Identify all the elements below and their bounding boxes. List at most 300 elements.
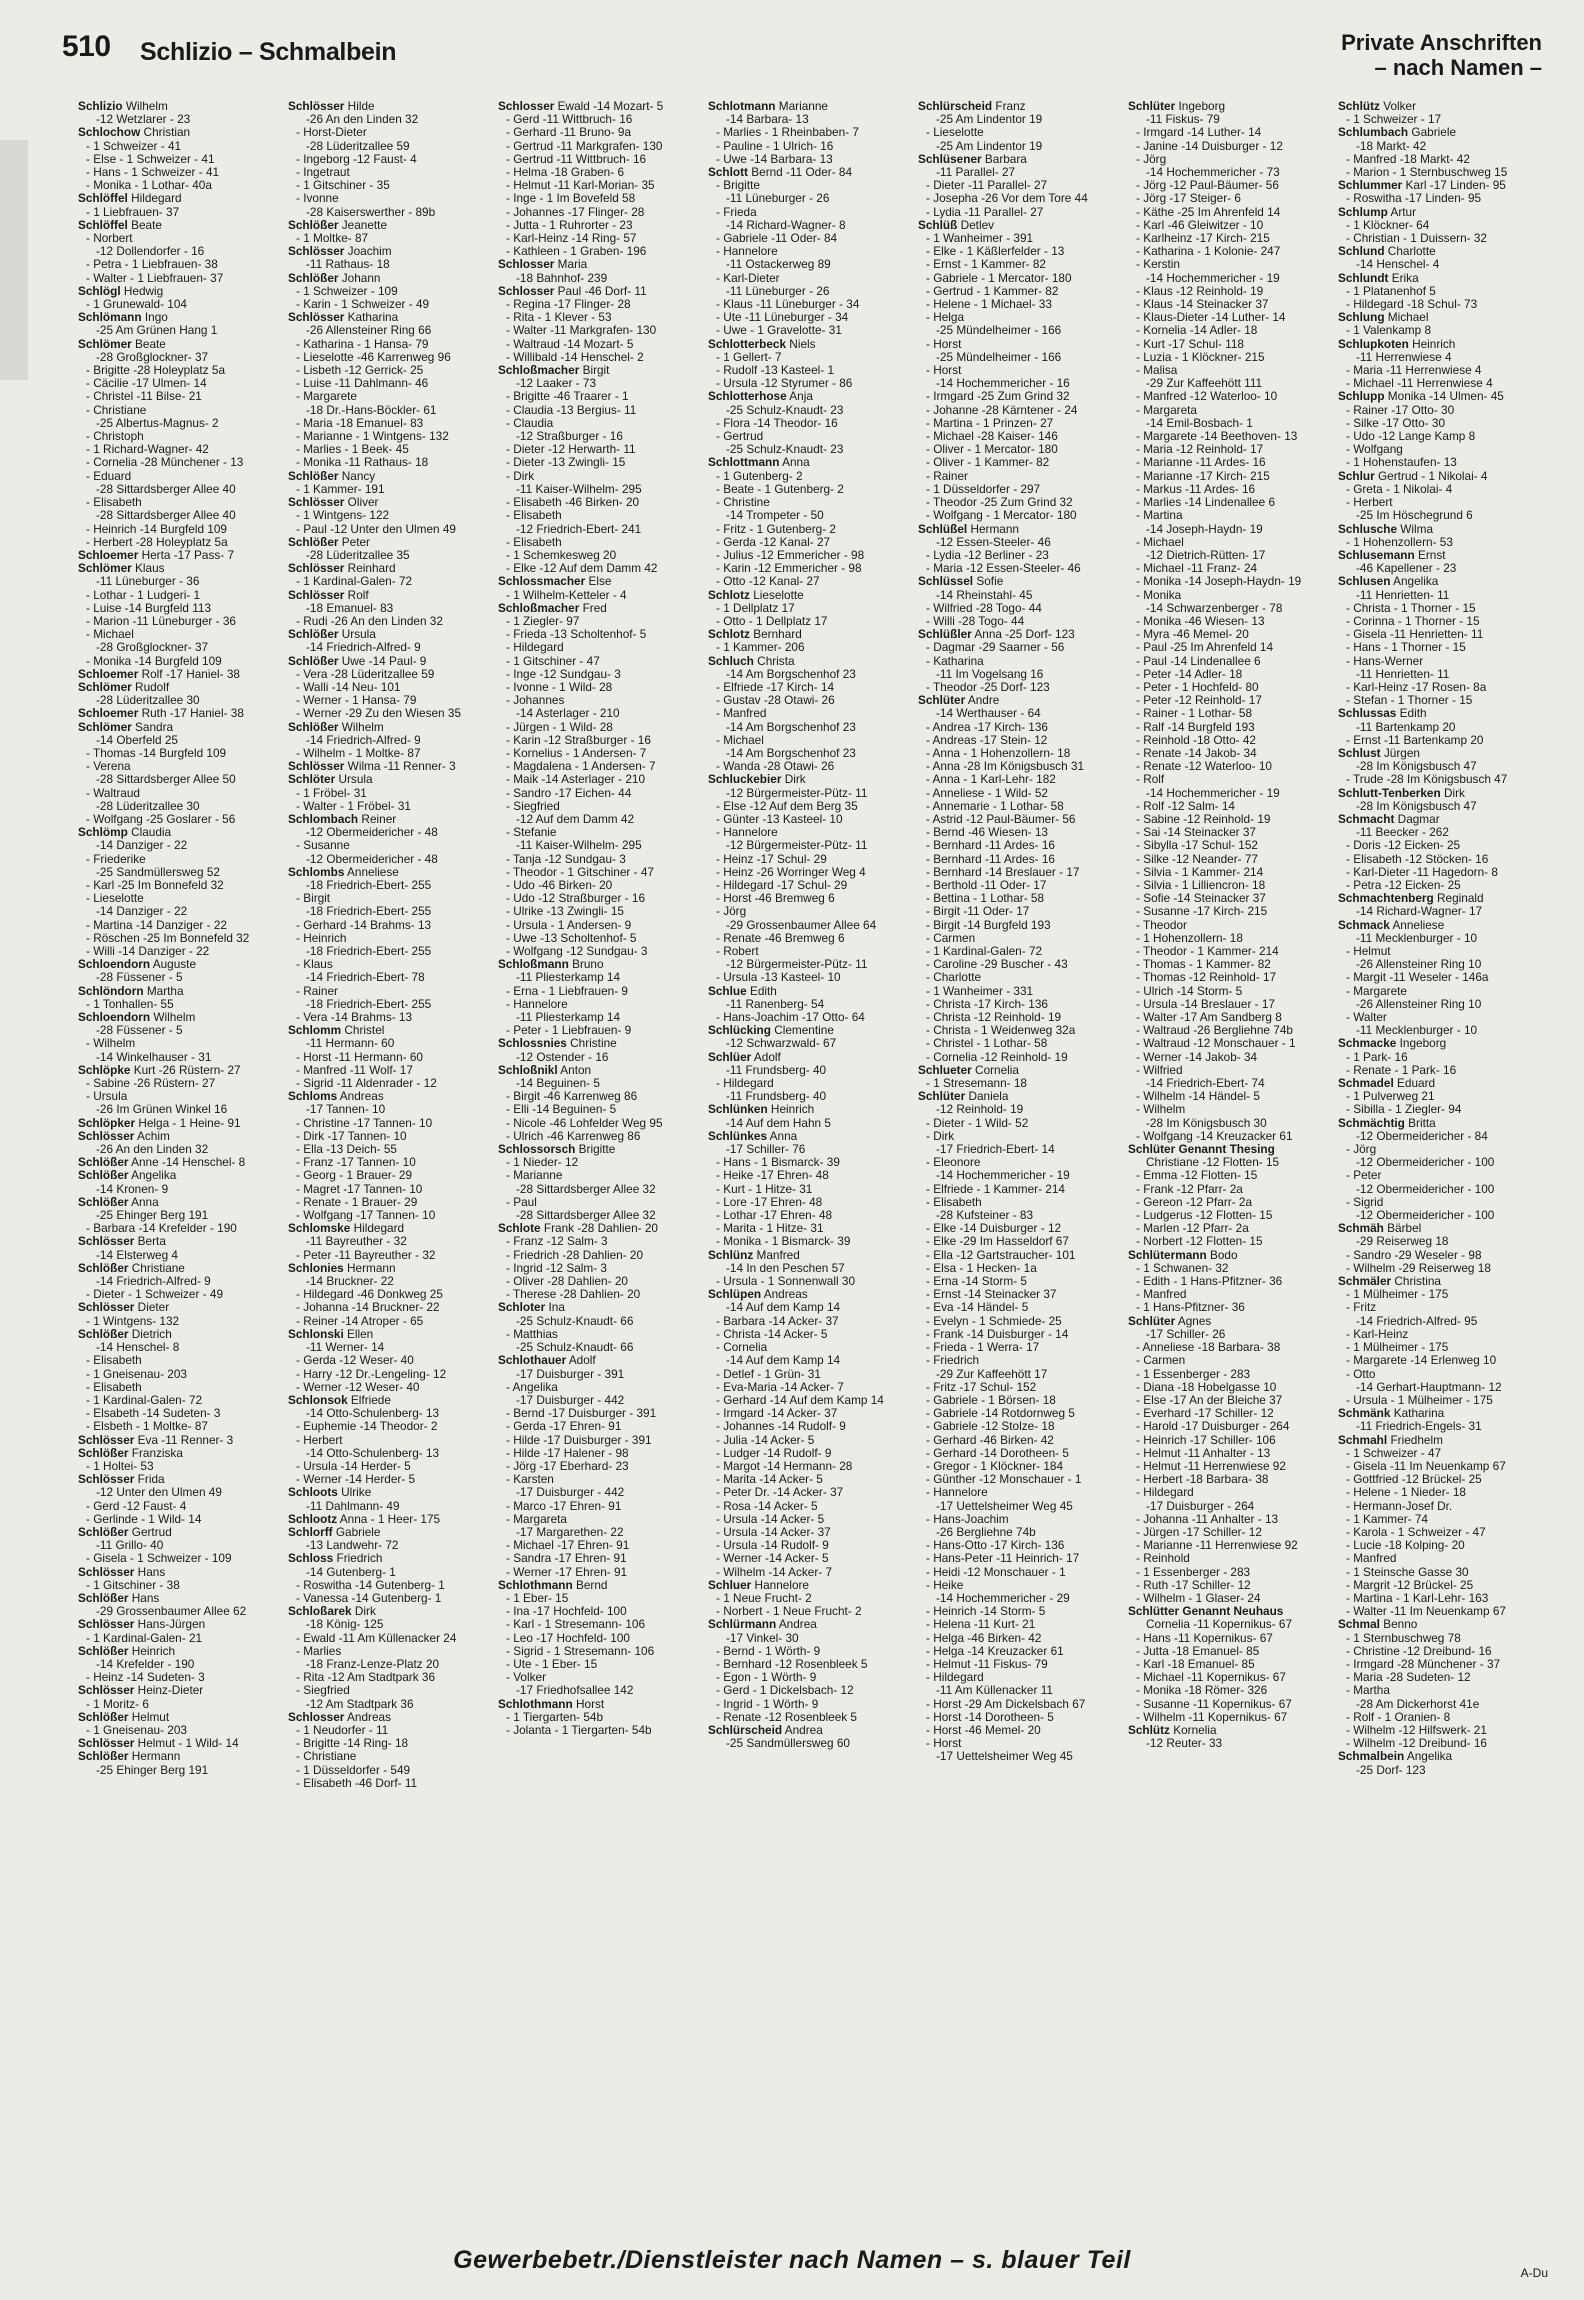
entry-head	[78, 985, 278, 998]
directory-entry	[78, 1064, 278, 1117]
entry-line: - Vera -28 Lüderitzallee 59	[296, 667, 435, 681]
entry-line: - Hildegard	[716, 1077, 774, 1091]
entry-line: -12 Dietrich-Rütten- 17	[1146, 548, 1266, 562]
entry-line: - 1 Dellplatz 17	[716, 601, 795, 615]
entry-line: -28 Sittardsberger Allee 32	[516, 1209, 656, 1223]
entry-head	[918, 523, 1118, 536]
entry-line: - Renate - 1 Park- 16	[1346, 1063, 1457, 1077]
directory-entry	[288, 1486, 488, 1512]
entry-line: - Karin - 1 Schweizer - 49	[296, 298, 430, 312]
entry-line: -11 Pliesterkamp 14	[516, 971, 621, 985]
first-name: Michael	[1384, 311, 1429, 325]
first-name: Peter	[338, 535, 370, 549]
page-title: Schlizio – Schmalbein	[140, 38, 397, 66]
first-name: Anne -14 Henschel- 8	[128, 1156, 246, 1170]
first-name: Reinhard	[344, 562, 396, 576]
entry-line: - Doris -12 Eicken- 25	[1346, 839, 1461, 853]
directory-entry	[288, 1222, 488, 1262]
entry-line: - Oliver - 1 Mercator- 180	[926, 443, 1058, 457]
directory-entry	[78, 1235, 278, 1261]
entry-line: - Siegfried	[506, 799, 560, 813]
entry-line: - Ella -12 Gartstraucher- 101	[926, 1248, 1076, 1262]
entry-line: - Theodor - 1 Kammer- 214	[1136, 945, 1279, 958]
entry-line: - Helene - 1 Nieder- 18	[1346, 1486, 1466, 1500]
entry-line: - Sibylla -17 Schul- 152	[1136, 839, 1258, 853]
entry-line: - Helga -46 Birken- 42	[926, 1631, 1042, 1645]
first-name: Klaus	[131, 562, 165, 576]
entry-line: - Bernhard -11 Ardes- 16	[926, 852, 1055, 866]
directory-entry	[708, 338, 908, 391]
entry-line: - Helene - 1 Michael- 33	[926, 298, 1052, 312]
surname: Schlombach	[288, 812, 359, 826]
entry-line: - Luise -14 Burgfeld 113	[86, 601, 212, 615]
first-name: Helmut - 1 Wild- 14	[134, 1737, 239, 1751]
first-name: Hans-Jürgen	[134, 1618, 206, 1632]
entry-line: - Elisabeth -46 Birken- 20	[506, 496, 640, 510]
entry-line: - Werner -14 Jakob- 34	[1136, 1050, 1258, 1064]
first-name: Anja	[786, 390, 813, 404]
directory-entry	[78, 100, 278, 126]
entry-line: - 1 Kardinal-Galen- 72	[926, 945, 1043, 958]
entry-line: - Norbert	[86, 232, 133, 246]
entry-line: - 1 Gneisenau- 203	[86, 1723, 187, 1737]
entry-head	[708, 1103, 908, 1116]
entry-line: - Ingeborg -12 Faust- 4	[296, 152, 417, 166]
entry-line: -17 Schiller- 76	[726, 1143, 806, 1157]
entry-line: - Hans - 1 Thorner - 15	[1346, 641, 1466, 655]
entry-line: - Elisabeth -46 Dorf- 11	[296, 1776, 418, 1790]
surname: Schlütz	[1338, 100, 1380, 113]
entry-line: -29 Zur Kaffeehött 111	[1146, 377, 1263, 391]
entry-line: -14 Gerhart-Hauptmann- 12	[1356, 1380, 1502, 1394]
entry-line: - Elsabeth -14 Sudeten- 3	[86, 1407, 221, 1421]
directory-entry	[708, 1051, 908, 1104]
directory-entry	[78, 126, 278, 192]
entry-line: - Michael -11 Herrenwiese 4	[1346, 377, 1493, 391]
first-name: Hans	[134, 1565, 166, 1579]
entry-line: -12 Straßburger - 16	[516, 430, 623, 444]
first-name: Rudolf	[131, 680, 170, 694]
entry-line: - Helga -14 Kreuzacker 61	[926, 1644, 1064, 1658]
section-title	[1341, 30, 1542, 80]
surname: Schlüer	[708, 1050, 752, 1064]
entry-line: - 1 Gitschiner - 47	[506, 654, 600, 668]
first-name: Ellen	[343, 1327, 374, 1341]
entry-line: - Waltraud	[86, 786, 140, 800]
entry-line: -25 Sandmüllersweg 52	[96, 865, 220, 879]
entry-line: - Ingrid - 1 Wörth- 9	[716, 1697, 819, 1711]
directory-entry	[288, 245, 488, 271]
entry-line: - Astrid -12 Paul-Bäumer- 56	[926, 812, 1076, 826]
directory-entry	[708, 1579, 908, 1619]
entry-head	[1338, 311, 1538, 324]
entry-line: - 1 Eber- 15	[506, 1591, 569, 1605]
entry-line: - Sibilla - 1 Ziegler- 94	[1346, 1103, 1462, 1117]
entry-head	[288, 1526, 488, 1539]
surname: Schmacht	[1338, 812, 1395, 826]
entry-line: - Elisabeth	[86, 1380, 142, 1394]
entry-line: - Rita - 1 Klever - 53	[506, 311, 612, 325]
entry-line: -28 Sittardsberger Allee 32	[516, 1182, 656, 1196]
surname: Schloms	[288, 1090, 338, 1104]
entry-line: - Ernst -14 Steinacker 37	[926, 1288, 1057, 1302]
page-header	[62, 30, 1542, 78]
first-name: Angelika	[1404, 1750, 1453, 1764]
directory-entry	[78, 1684, 278, 1710]
entry-line: - Paul -12 Unter den Ulmen 49	[296, 522, 456, 536]
first-name: Ingeborg	[1175, 100, 1226, 113]
entry-head	[288, 100, 488, 113]
entry-line: -11 Ranenberg- 54	[726, 997, 825, 1011]
directory-entry	[1128, 1724, 1328, 1750]
first-name: Joachim	[344, 245, 392, 259]
directory-entry	[78, 707, 278, 720]
entry-head	[78, 285, 278, 298]
entry-line: - 1 Stresemann- 18	[926, 1077, 1027, 1091]
entry-line: -11 Friedrich-Engels- 31	[1356, 1420, 1482, 1434]
directory-entry	[78, 1645, 278, 1685]
entry-line: -12 Obermeidericher - 48	[306, 852, 438, 866]
entry-line: - Martina	[1136, 509, 1183, 523]
listing-columns	[78, 100, 1548, 2220]
entry-line: - Uwe -13 Scholtenhof- 5	[506, 931, 637, 945]
entry-line: - Elli -14 Beguinen- 5	[506, 1103, 617, 1117]
entry-line: -14 Asterlager - 210	[516, 707, 620, 721]
entry-head	[918, 694, 1118, 707]
surname: Schloter	[498, 1301, 546, 1315]
entry-head	[78, 681, 278, 694]
directory-entry	[288, 1262, 488, 1328]
entry-line: - Carmen	[1136, 1354, 1186, 1368]
first-name: Dirk	[351, 1605, 376, 1619]
first-name: Christina	[1391, 1275, 1441, 1289]
directory-entry	[498, 1354, 698, 1578]
entry-head	[1338, 549, 1538, 562]
entry-line: -25 Sandmüllersweg 60	[726, 1737, 850, 1751]
entry-line: -29 Grossenbaumer Allee 62	[96, 1605, 247, 1619]
directory-entry	[78, 1434, 278, 1447]
entry-line: -17 Duisburger - 391	[516, 1367, 625, 1381]
entry-line: - Ralf -14 Burgfeld 193	[1136, 720, 1255, 734]
entry-line: -25 Mündelheimer - 166	[936, 324, 1062, 338]
entry-line: - Sigrid - 1 Stresemann- 106	[506, 1644, 655, 1658]
entry-line: -11 Frundsberg- 40	[726, 1090, 827, 1104]
first-name: Cornelia	[971, 1063, 1019, 1077]
entry-line: - Jörg	[1346, 1143, 1377, 1157]
first-name: Ursula	[335, 773, 373, 787]
surname: Schloots	[288, 1486, 338, 1500]
surname: Schlottmann	[708, 456, 780, 470]
surname: Schlonski	[288, 1327, 344, 1341]
surname: Schlote	[498, 1222, 541, 1236]
entry-line: - Manfred	[1136, 1288, 1187, 1302]
entry-line: -18 Bahnhof- 239	[516, 271, 608, 285]
entry-line: - Peter -12 Reinhold- 17	[1136, 694, 1262, 708]
first-name: Agnes	[1175, 1314, 1212, 1328]
entry-line: - Maria -18 Emanuel- 83	[296, 416, 424, 430]
entry-head	[288, 1486, 488, 1499]
entry-head	[918, 1090, 1118, 1103]
entry-line: - Katharina	[926, 654, 984, 668]
entry-line: - Stefan - 1 Thorner - 15	[1346, 694, 1473, 708]
entry-line: - Ute -11 Lüneburger - 34	[716, 311, 849, 325]
entry-line: -28 Am Dickerhorst 41e	[1356, 1697, 1480, 1711]
first-name: Dirk	[781, 773, 806, 787]
surname: Schlossorsch	[498, 1143, 576, 1157]
entry-head	[78, 1592, 278, 1605]
entry-head	[288, 1024, 488, 1037]
first-name: Helmut	[128, 1710, 170, 1724]
entry-line: -17 Uettelsheimer Weg 45	[936, 1750, 1073, 1764]
directory-entry	[78, 1328, 278, 1434]
entry-line: - Michael -11 Kopernikus- 67	[1136, 1671, 1286, 1685]
entry-line: - Gertrud	[716, 430, 764, 444]
entry-line: - Michael -11 Franz- 24	[1136, 562, 1258, 576]
entry-line: - 1 Sternbuschweg 78	[1346, 1631, 1461, 1645]
entry-line: -11 Herrenwiese 4	[1356, 350, 1452, 364]
entry-line: -11 Lüneburger - 36	[96, 575, 200, 589]
entry-line: - Karl -25 Im Bonnefeld 32	[86, 878, 224, 892]
entry-head	[78, 1064, 278, 1077]
entry-line: - 1 Kardinal-Galen- 21	[86, 1631, 203, 1645]
entry-line: - Barbara -14 Krefelder - 190	[86, 1222, 237, 1236]
entry-line: -14 Gutenberg- 1	[306, 1565, 396, 1579]
first-name: Andrea	[782, 1723, 823, 1737]
first-name: Rolf -17 Haniel- 38	[138, 667, 240, 681]
directory-entry	[498, 1222, 698, 1301]
first-name: Christian	[140, 126, 191, 140]
entry-line: - Katharina - 1 Hansa- 79	[296, 337, 429, 351]
entry-line: - Johannes -14 Rudolf- 9	[716, 1420, 846, 1434]
entry-line: - Josepha -26 Vor dem Tore 44	[926, 192, 1088, 206]
entry-line: - Hilde -17 Duisburger - 391	[506, 1433, 652, 1447]
directory-entry	[78, 285, 278, 311]
first-name: Rolf	[344, 588, 369, 602]
entry-line: -12 Am Stadtpark 36	[306, 1697, 414, 1711]
entry-line: - 1 Tonhallen- 55	[86, 997, 174, 1011]
entry-line: - Marion -11 Lüneburger - 36	[86, 614, 236, 628]
directory-entry	[498, 602, 698, 958]
entry-line: - Hildegard	[1136, 1486, 1194, 1500]
directory-entry	[78, 562, 278, 668]
entry-line: -25 Am Grünen Hang 1	[96, 324, 218, 338]
entry-line: - Ruth -17 Schiller- 12	[1136, 1578, 1251, 1592]
entry-head	[1338, 338, 1538, 351]
entry-head	[78, 219, 278, 232]
entry-line: - Markus -11 Ardes- 16	[1136, 482, 1256, 496]
entry-line: -17 Duisburger - 264	[1146, 1499, 1255, 1513]
directory-entry	[1338, 1037, 1538, 1077]
entry-line: - Sigrid	[1346, 1195, 1384, 1209]
entry-line: - Heinz -14 Sudeten- 3	[86, 1671, 205, 1685]
entry-line: - Bernd -46 Wiesen- 13	[926, 826, 1048, 840]
entry-line: - Wilfried -28 Togo- 44	[926, 601, 1042, 615]
entry-line: - Helmut	[1346, 945, 1391, 958]
directory-entry	[288, 628, 488, 654]
entry-line: -14 Hochemmericher - 16	[936, 377, 1070, 391]
directory-entry	[288, 1328, 488, 1394]
entry-head	[708, 985, 908, 998]
first-name: Hildegard	[127, 192, 182, 206]
surname: Schlomske	[288, 1222, 351, 1236]
directory-entry	[1338, 100, 1538, 126]
entry-head	[1338, 707, 1538, 720]
entry-line: - Willi -14 Danziger - 22	[86, 945, 210, 958]
entry-line: - Wanda -28 Otawi- 26	[716, 760, 835, 774]
entry-line: - Ursula - 1 Mülheimer - 175	[1346, 1393, 1493, 1407]
entry-line: - Karl - 1 Stresemann- 106	[506, 1618, 645, 1632]
surname: Schlorff	[288, 1525, 333, 1539]
entry-line: - Brigitte -46 Traarer - 1	[506, 390, 629, 404]
first-name: Kurt -26 Rüstern- 27	[130, 1063, 241, 1077]
entry-head	[708, 589, 908, 602]
entry-line: - Nicole -46 Lohfelder Weg 95	[506, 1116, 663, 1130]
entry-line: - Gerd -12 Faust- 4	[86, 1499, 187, 1513]
first-name: Reginald	[1433, 892, 1484, 906]
entry-head	[708, 773, 908, 786]
surname: Schlüßler	[918, 628, 972, 642]
entry-line: - Ursula -14 Acker- 37	[716, 1525, 831, 1539]
entry-line: - Tanja -12 Sundgau- 3	[506, 852, 626, 866]
entry-line: - 1 Essenberger - 283	[1136, 1565, 1251, 1579]
entry-line: - 1 Fröbel- 31	[296, 786, 367, 800]
entry-line: - Bernhard -14 Breslauer - 17	[926, 865, 1080, 879]
entry-line: - Christiane	[296, 1750, 357, 1764]
entry-line: - Bernhard -12 Rosenbleek 5	[716, 1657, 868, 1671]
entry-line: - Margrit -12 Brückel- 25	[1346, 1578, 1474, 1592]
entry-head	[78, 192, 278, 205]
entry-line: - Norbert -12 Flotten- 15	[1136, 1235, 1263, 1249]
entry-line: - Lucie -18 Kolping- 20	[1346, 1539, 1465, 1553]
entry-line: - Elfriede -17 Kirch- 14	[716, 680, 835, 694]
entry-line: - Elsbeth - 1 Moltke- 87	[86, 1420, 208, 1434]
entry-line: - Gabriele - 1 Mercator- 180	[926, 271, 1072, 285]
entry-line: - Else -12 Auf dem Berg 35	[716, 799, 858, 813]
directory-entry	[78, 985, 278, 1011]
surname: Schlürmann	[708, 1618, 777, 1632]
directory-entry	[708, 589, 908, 629]
listing-column	[288, 100, 488, 2220]
entry-line: - Else -17 An der Bleiche 37	[1136, 1393, 1283, 1407]
entry-head	[288, 866, 488, 879]
entry-line: - Hannelore	[716, 245, 778, 259]
directory-entry	[708, 1103, 908, 1129]
entry-line: -25 Am Lindentor 19	[936, 113, 1043, 127]
first-name: Artur	[1387, 205, 1417, 219]
entry-line: - Johanna -11 Anhalter - 13	[1136, 1512, 1279, 1526]
entry-line: - Walli -14 Neu- 101	[296, 680, 401, 694]
directory-entry	[708, 100, 908, 166]
entry-line: - Rolf -12 Salm- 14	[1136, 799, 1235, 813]
entry-line: - Susanne -11 Kopernikus- 67	[1136, 1697, 1292, 1711]
entry-line: -17 Friedrich-Ebert- 14	[936, 1143, 1055, 1157]
entry-line: -14 Rheinstahl- 45	[936, 588, 1033, 602]
directory-entry	[78, 668, 278, 681]
entry-line: - 1 Neudorfer - 11	[296, 1723, 389, 1737]
entry-line: -12 Bürgermeister-Pütz- 11	[726, 839, 868, 853]
directory-entry	[288, 562, 488, 588]
entry-line: - Monika -18 Römer- 326	[1136, 1684, 1268, 1698]
first-name: Kornelia	[1169, 1723, 1217, 1737]
surname: Schlusche	[1338, 522, 1398, 536]
entry-line: - Hans-Peter -11 Heinrich- 17	[926, 1552, 1080, 1566]
entry-line: - Eleonore	[926, 1156, 981, 1170]
entry-line: -29 Reiserweg 18	[1356, 1235, 1449, 1249]
surname: Schlüter	[1128, 100, 1176, 113]
entry-line: - Karl-Dieter	[716, 271, 780, 285]
first-name: Auguste	[150, 958, 197, 972]
surname: Schlößer	[78, 1327, 129, 1341]
entry-line: - Karl-Heinz -14 Ring- 57	[506, 232, 637, 246]
entry-line: - Wolfgang -12 Sundgau- 3	[506, 945, 648, 958]
entry-head	[78, 1301, 278, 1314]
entry-line: - Reinhold -18 Otto- 42	[1136, 733, 1256, 747]
first-name: Friedhelm	[1387, 1433, 1443, 1447]
first-name: Nancy	[338, 469, 376, 483]
surname: Schlömer	[78, 720, 132, 734]
entry-line: - 1 Platanenhof 5	[1346, 284, 1436, 298]
first-name: Birgit	[579, 364, 610, 378]
first-name: Angelika	[128, 1169, 177, 1183]
entry-line: - Anneliese - 1 Wild- 52	[926, 786, 1048, 800]
directory-entry	[1338, 523, 1538, 549]
first-name: Hedwig	[120, 284, 164, 298]
entry-line: -26 Allensteiner Ring 10	[1356, 958, 1482, 972]
first-name: Hans	[128, 1591, 160, 1605]
entry-line: - 1 Kammer- 206	[716, 641, 805, 655]
entry-line: - Carmen	[926, 931, 976, 945]
entry-line: - Vera -14 Brahms- 13	[296, 1011, 413, 1025]
entry-line: - 1 Hohenstaufen- 13	[1346, 456, 1457, 470]
entry-line: - Siegfried	[296, 1684, 350, 1698]
entry-line: - Ursula - 1 Sonnenwall 30	[716, 1275, 856, 1289]
first-name: Eva -11 Renner- 3	[134, 1433, 234, 1447]
entry-line: - Willibald -14 Henschel- 2	[506, 350, 644, 364]
entry-line: - Irmgard -14 Acker- 37	[716, 1407, 838, 1421]
entry-line: - 1 Moritz- 6	[86, 1697, 149, 1711]
entry-line: - Anna -28 Im Königsbusch 31	[926, 760, 1085, 774]
entry-line: - Wilhelm - 1 Glaser- 24	[1136, 1591, 1261, 1605]
surname: Schlößer	[78, 1446, 129, 1460]
entry-line: -14 Elsterweg 4	[96, 1248, 178, 1262]
entry-line: -11 Pliesterkamp 14	[516, 1011, 621, 1025]
entry-line: -14 Beguinen- 5	[516, 1077, 600, 1091]
entry-line: - Claudia -13 Bergius- 11	[506, 403, 637, 417]
first-name: Ernst	[1414, 548, 1446, 562]
entry-line: - Jolanta - 1 Tiergarten- 54b	[506, 1723, 652, 1737]
directory-entry	[1338, 1117, 1538, 1223]
entry-line: -18 Dr.-Hans-Böckler- 61	[306, 403, 437, 417]
entry-head	[498, 1698, 698, 1711]
entry-head	[288, 272, 488, 285]
entry-line: - Hildegard -17 Schul- 29	[716, 878, 848, 892]
entry-head	[708, 1618, 908, 1631]
directory-entry	[78, 1750, 278, 1776]
entry-line: - Margarete -14 Beethoven- 13	[1136, 430, 1298, 444]
entry-line: - Marita -14 Acker- 5	[716, 1473, 823, 1487]
first-name: Wilma	[1397, 522, 1434, 536]
entry-line: - 1 Valenkamp 8	[1346, 324, 1432, 338]
entry-line: -14 Am Borgschenhof 23	[726, 746, 856, 760]
entry-line: - Renate -12 Rosenbleek 5	[716, 1710, 857, 1724]
directory-entry	[1338, 1434, 1538, 1619]
entry-line: - Edith - 1 Hans-Pfitzner- 36	[1136, 1275, 1283, 1289]
entry-line: -18 Friedrich-Ebert- 255	[306, 997, 432, 1011]
first-name: Manfred	[753, 1248, 800, 1262]
entry-line: - Udo -12 Lange Kamp 8	[1346, 430, 1476, 444]
entry-head	[288, 1328, 488, 1341]
directory-entry	[708, 1618, 908, 1724]
